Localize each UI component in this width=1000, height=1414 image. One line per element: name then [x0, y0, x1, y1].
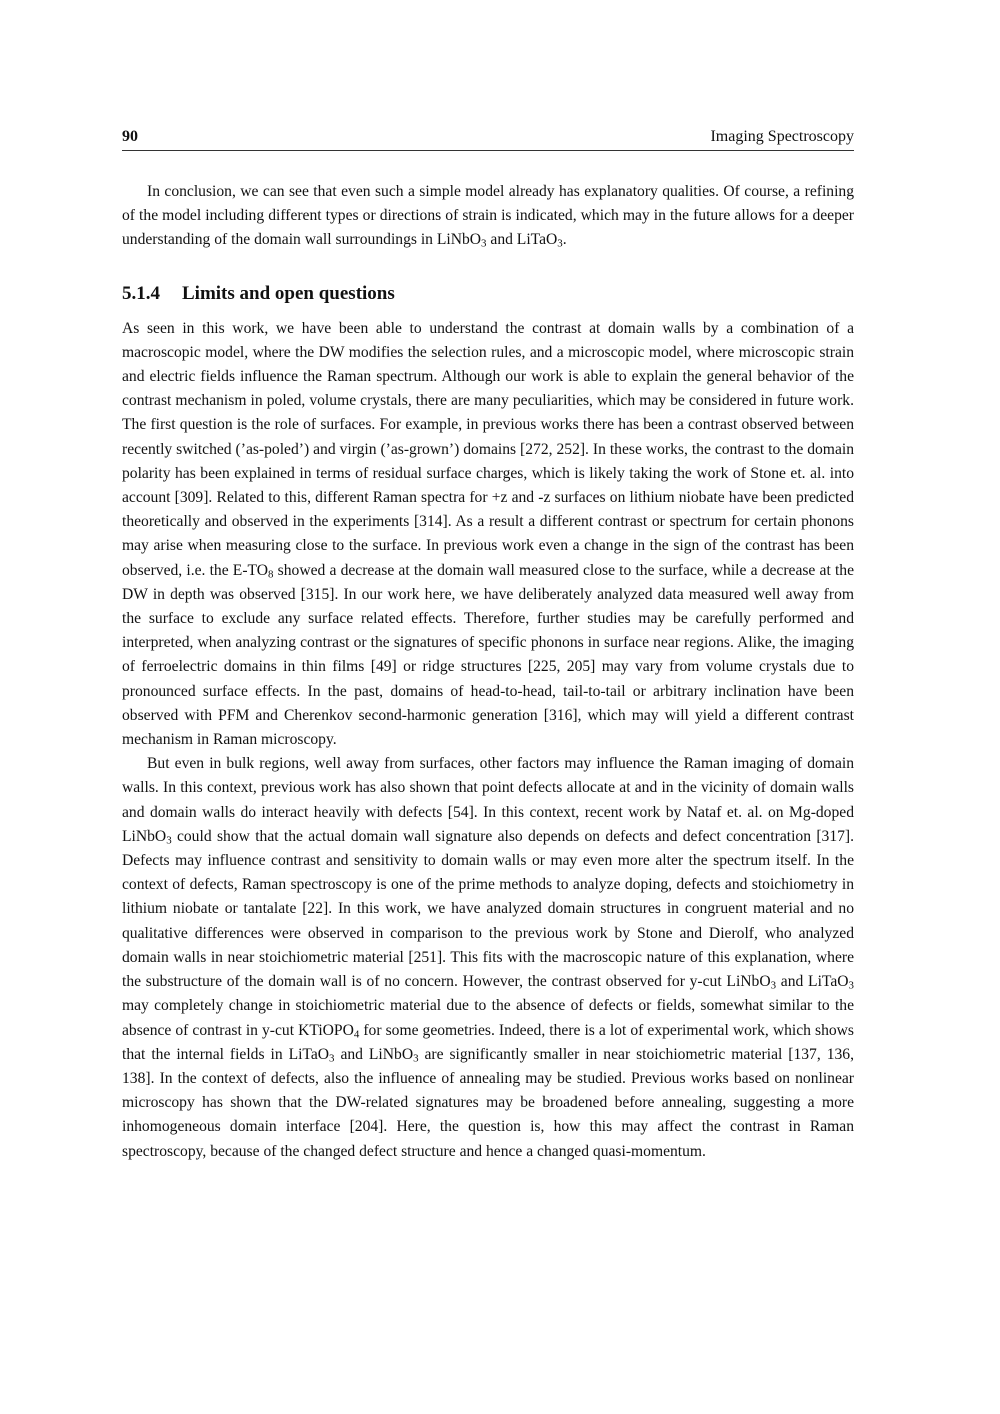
text-run: for some geometries. Indeed, there is a lot of experimental work, which shows that the internal fields in LiTaO	[122, 1021, 854, 1063]
section-number: 5.1.4	[122, 282, 160, 304]
text-run: could show that the actual domain wall signature also depends on defects and defect concentration [317]. Defects may influence contrast and sensitivity to domain walls or may even more alter the spectrum itself. In the context of defects, Raman spectroscopy is one of the prime methods to analyze doping, defects and stoichiometry in lithium niobate or tantalate [22]. In this work, we have analyzed domain structures in congruent material and no qualitative differences were observed in comparison to the previous work by Stone and Dierolf, who analyzed domain walls in near stoichiometric material [251]. This fits with the macroscopic nature of this explanation, where the substructure of the domain wall is of no concern. However, the contrast observed for y-cut LiNbO	[122, 827, 854, 991]
subscript: 3	[770, 979, 777, 992]
section-title: Limits and open questions	[182, 282, 395, 304]
subscript: 4	[353, 1028, 360, 1041]
running-title: Imaging Spectroscopy	[710, 128, 854, 145]
body-paragraph-1	[122, 317, 854, 753]
text-run: As seen in this work, we have been able to understand the contrast at domain walls by a combination of a macroscopic model, where the DW modifies the selection rules, and a microscopic model, where microscopic strain and electric fields influence the Raman spectrum. Although our work is able to explain the general behavior of the contrast mechanism in poled, volume crystals, there are many peculiarities, which may be considered in future work. The first question is the role of surfaces. For example, in previous works there has been a contrast observed between recently switched (’as-poled’) and virgin (’as-grown’) domains [272, 252]. In these works, the contrast to the domain polarity has been explained in terms of residual surface charges, which is likely taking the work of Stone et. al. into account [309]. Related to this, different Raman spectra for +z and -z surfaces on lithium niobate have been predicted theoretically and observed in the experiments [314]. As a result a different contrast or spectrum for certain phonons may arise when measuring close to the surface. In previous work even a change in the sign of the contrast has been observed, i.e. the E-TO	[122, 319, 854, 579]
text-run: and LiTaO	[486, 231, 558, 249]
body-paragraph-2	[122, 752, 854, 1163]
subscript: 3	[166, 834, 172, 847]
subscript: 3	[481, 238, 487, 251]
text-run: may completely change in stoichiometric material due to the absence of defects or fields, somewhat similar to the absence of contrast in y-cut KTiOPO	[122, 997, 854, 1039]
subscript: 3	[329, 1052, 335, 1065]
text-run: But even in bulk regions, well away from surfaces, other factors may influence the Raman imaging of domain walls. In this context, previous work has also shown that point defects allocate at and in the vicinity of domain walls and domain walls do interact heavily with defects [54]. In this context, recent work by Nataf et. al. on Mg-doped LiNbO	[122, 755, 854, 845]
running-header	[122, 128, 854, 151]
text-run: and LiNbO	[334, 1045, 414, 1063]
subscript: 3	[557, 238, 563, 251]
subscript: 8	[268, 568, 274, 581]
page	[122, 128, 854, 1164]
section-heading	[122, 283, 854, 305]
subscript: 3	[848, 979, 854, 992]
text-run: and LiTaO	[776, 973, 849, 991]
text-run: In conclusion, we can see that even such a simple model already has explanatory qualities. Of course, a refining of the model including different types or directions of strain is indicated, which may in the future allows for a deeper understanding of the domain wall surroundings in LiNbO	[122, 183, 854, 249]
text-run: showed a decrease at the domain wall measured close to the surface, while a decrease at the DW in depth was observed [315]. In our work here, we have deliberately analyzed data measured well away from the surface to exclude any surface related effects. Therefore, further studies may be carefully performed and interpreted, when analyzing contrast or the signatures of specific phonons in surface near regions. Alike, the imaging of ferroelectric domains in thin films [49] or ridge structures [225, 205] may vary from volume crystals due to pronounced surface effects. In the past, domains of head-to-head, tail-to-tail or arbitrary inclination have been observed with PFM and Cherenkov second-harmonic generation [316], which may will yield a different contrast mechanism in Raman microscopy.	[122, 561, 855, 749]
page-number: 90	[122, 128, 138, 145]
text-run: are significantly smaller in near stoichiometric material [137, 136, 138]. In the context of defects, also the influence of annealing may be studied. Previous works based on nonlinear microscopy has shown that the DW-related signatures may be broadened before annealing, suggesting a more inhomogeneous domain interface [204]. Here, the question is, how this may affect the contrast in Raman spectroscopy, because of the changed defect structure and hence a changed quasi-momentum.	[122, 1045, 854, 1160]
text-run: .	[562, 231, 567, 249]
intro-paragraph	[122, 180, 854, 253]
subscript: 3	[413, 1052, 419, 1065]
